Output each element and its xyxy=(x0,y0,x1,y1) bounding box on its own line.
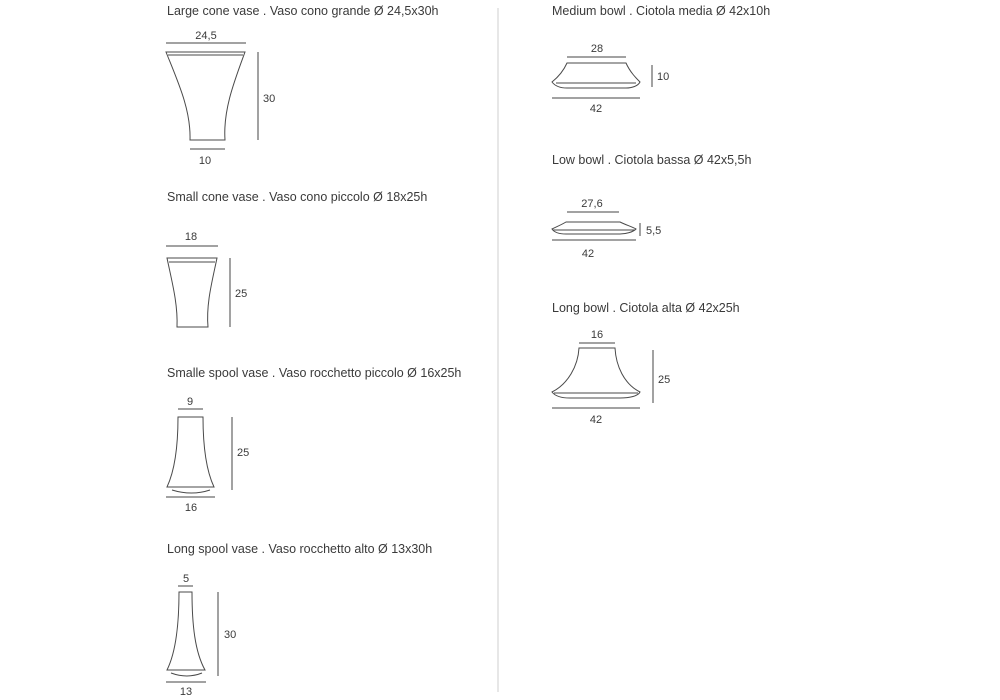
medium-bowl-drawing xyxy=(552,43,669,115)
small-spool-title: Smalle spool vase . Vaso rocchetto piccolo Ø 16x25h xyxy=(167,366,462,380)
large-cone-title: Large cone vase . Vaso cono grande Ø 24,5x30h xyxy=(167,4,439,18)
top-width-label: 5 xyxy=(182,573,190,585)
top-width-label: 18 xyxy=(184,231,198,243)
base-width-label: 10 xyxy=(198,155,212,167)
large-cone-vase-drawing xyxy=(166,30,275,167)
height-label: 30 xyxy=(263,93,276,105)
base-width-label: 13 xyxy=(179,686,193,698)
base-width-label: 42 xyxy=(581,248,595,260)
long-spool-title: Long spool vase . Vaso rocchetto alto Ø 13x30h xyxy=(167,542,433,556)
top-width-label: 27,6 xyxy=(581,198,603,210)
low-bowl-drawing xyxy=(552,198,661,260)
height-label: 25 xyxy=(658,374,671,386)
base-width-label: 42 xyxy=(589,414,603,426)
long-spool-vase-drawing xyxy=(166,573,236,698)
height-label: 5,5 xyxy=(646,225,662,237)
top-width-label: 16 xyxy=(590,329,604,341)
height-label: 10 xyxy=(657,71,670,83)
top-width-label: 24,5 xyxy=(195,30,217,42)
medium-bowl-title: Medium bowl . Ciotola media Ø 42x10h xyxy=(552,4,771,18)
height-label: 30 xyxy=(224,629,237,641)
long-spool-vase-shape xyxy=(167,592,205,676)
medium-bowl-shape xyxy=(552,63,640,88)
small-cone-vase-shape xyxy=(167,258,217,327)
small-spool-vase-drawing xyxy=(166,396,249,514)
small-spool-vase-shape xyxy=(167,417,214,493)
long-bowl-drawing xyxy=(552,329,670,426)
top-width-label: 9 xyxy=(186,396,194,408)
large-cone-vase-shape xyxy=(166,52,245,140)
long-bowl-title: Long bowl . Ciotola alta Ø 42x25h xyxy=(552,301,740,315)
long-bowl-shape xyxy=(552,348,640,398)
height-label: 25 xyxy=(237,447,250,459)
base-width-label: 42 xyxy=(589,103,603,115)
height-label: 25 xyxy=(235,288,248,300)
small-cone-vase-drawing xyxy=(166,231,247,327)
small-cone-title: Small cone vase . Vaso cono piccolo Ø 18x25h xyxy=(167,190,428,204)
low-bowl-shape xyxy=(552,222,636,234)
low-bowl-title: Low bowl . Ciotola bassa Ø 42x5,5h xyxy=(552,153,752,167)
top-width-label: 28 xyxy=(590,43,604,55)
base-width-label: 16 xyxy=(184,502,198,514)
